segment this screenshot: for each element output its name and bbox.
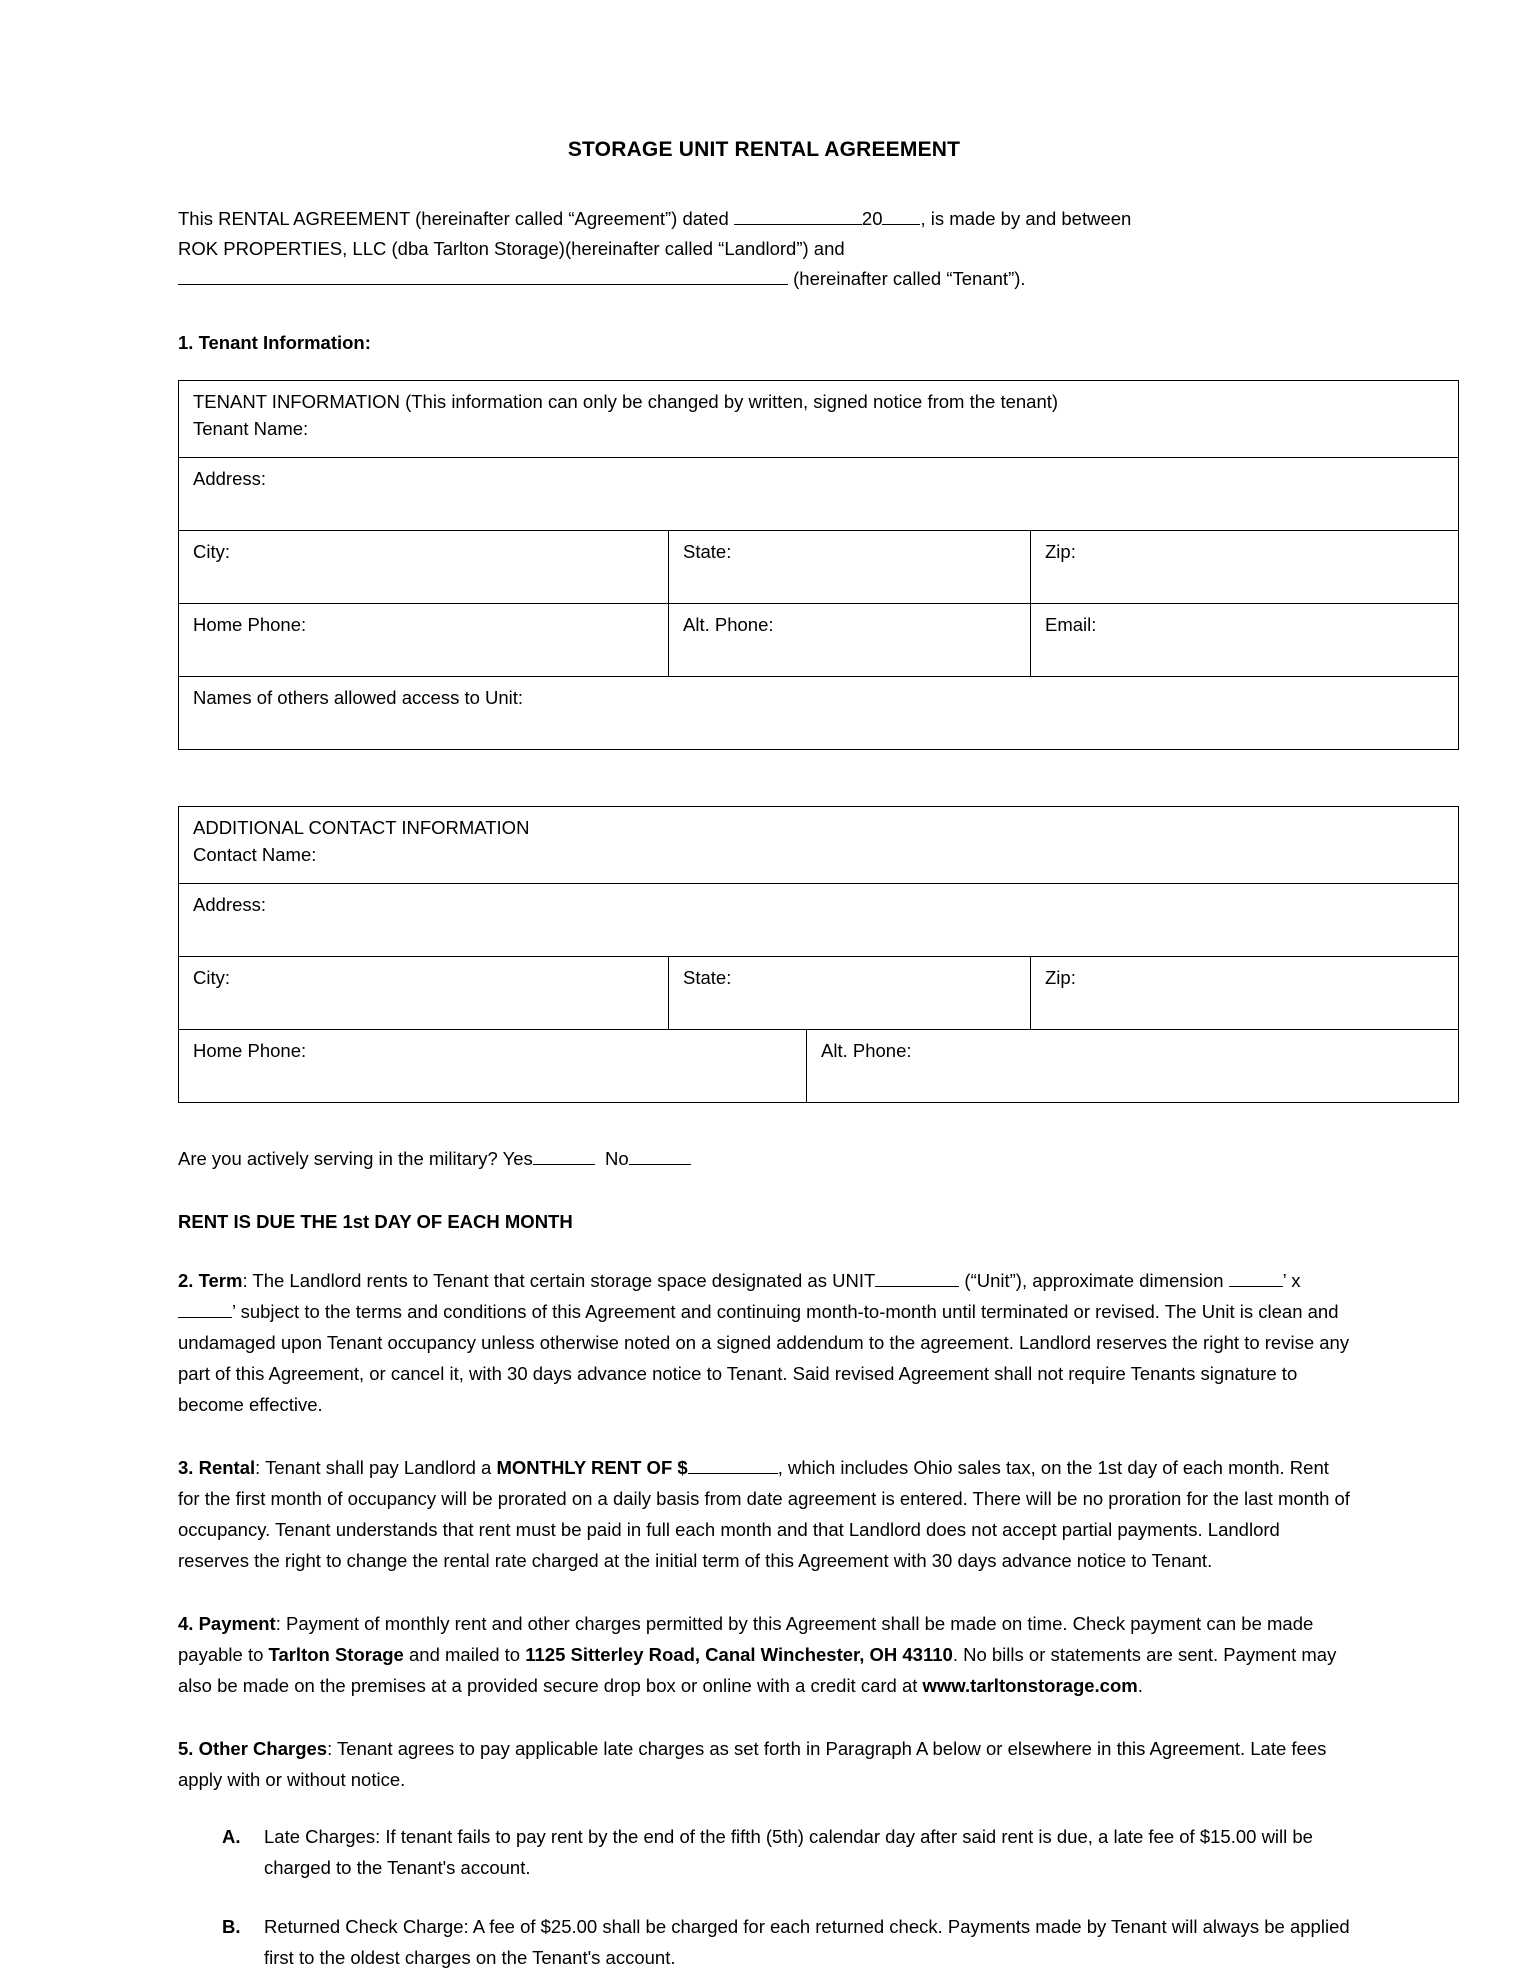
charge-marker-a: A.	[222, 1826, 241, 1847]
table-row	[179, 957, 1459, 1030]
clause-2-number: 2.	[178, 1270, 199, 1291]
intro-line-3	[178, 264, 1350, 294]
intro-line-3-tail: (hereinafter called “Tenant”).	[788, 268, 1026, 289]
list-item	[178, 1821, 1350, 1883]
additional-contact-header-cell[interactable]	[179, 807, 1459, 884]
military-question	[178, 1145, 1350, 1173]
table-row	[179, 677, 1459, 750]
clause-4-text-g: .	[1137, 1675, 1143, 1696]
contact-city-label: City:	[193, 967, 230, 988]
intro-paragraph	[178, 204, 1350, 294]
clause-5-number: 5.	[178, 1738, 199, 1759]
military-question-text: Are you actively serving in the military? Yes	[178, 1148, 533, 1169]
payee-name: Tarlton Storage	[268, 1644, 404, 1665]
charge-marker-b: B.	[222, 1916, 241, 1937]
tenant-address-label: Address:	[193, 468, 267, 489]
clause-4-text-c: and mailed to	[403, 1644, 526, 1665]
intro-line-1-text-c: , is made by and between	[920, 208, 1132, 229]
rent-due-notice: RENT IS DUE THE 1st DAY OF EACH MONTH	[178, 1211, 573, 1232]
unit-number-blank[interactable]	[875, 1286, 959, 1287]
clause-2-text-a: : The Landlord rents to Tenant that certain storage space designated as UNIT	[242, 1270, 876, 1291]
document-content	[178, 138, 1350, 1980]
tenant-information-table-wrap	[178, 380, 1350, 750]
tenant-others-access-cell[interactable]	[179, 677, 1459, 750]
table-row	[179, 1030, 1459, 1103]
table-row	[179, 604, 1459, 677]
list-item	[178, 1911, 1350, 1973]
clause-3-text-c: , which includes Ohio sales tax, on the 1st day of each month. Rent for the first month of occupancy will be prorated on a daily basis from date agreement is entered. There will be no proration for the last month of occupancy. Tenant understands that rent must be paid in full each month and that Landlord does not accept partial payments. Landlord reserves the right to change the rental rate charged at the initial term of this Agreement with 30 days advance notice to Tenant.	[178, 1457, 1350, 1571]
contact-name-label: Contact Name:	[193, 844, 317, 865]
contact-zip-label: Zip:	[1045, 967, 1076, 988]
dimension-length-blank[interactable]	[178, 1317, 232, 1318]
table-row	[179, 884, 1459, 957]
contact-home-phone-label: Home Phone:	[193, 1040, 307, 1061]
intro-line-1	[178, 204, 1350, 234]
tenant-state-cell[interactable]	[669, 531, 1031, 604]
tenant-address-cell[interactable]	[179, 458, 1459, 531]
tenant-home-phone-label: Home Phone:	[193, 614, 307, 635]
dimension-width-blank[interactable]	[1229, 1286, 1283, 1287]
clause-3-text-a: : Tenant shall pay Landlord a	[255, 1457, 497, 1478]
clause-5-text-a: : Tenant agrees to pay applicable late charges as set forth in Paragraph A below or elsewhere in this Agreement. Late fees apply with or without notice.	[178, 1738, 1327, 1790]
tenant-info-header-cell[interactable]	[179, 381, 1459, 458]
intro-line-2: ROK PROPERTIES, LLC (dba Tarlton Storage)(hereinafter called “Landlord”) and	[178, 238, 845, 259]
table-row	[179, 458, 1459, 531]
military-yes-blank[interactable]	[533, 1164, 595, 1165]
clause-5-title: Other Charges	[198, 1738, 328, 1759]
tenant-name-label: Tenant Name:	[193, 418, 309, 439]
clause-payment	[178, 1608, 1350, 1701]
contact-home-phone-cell[interactable]	[179, 1030, 807, 1103]
contact-city-cell[interactable]	[179, 957, 669, 1030]
contact-zip-cell[interactable]	[1031, 957, 1459, 1030]
military-no-blank[interactable]	[629, 1164, 691, 1165]
website-url[interactable]: www.tarltonstorage.com	[922, 1675, 1138, 1696]
tenant-zip-label: Zip:	[1045, 541, 1076, 562]
table-row	[179, 381, 1459, 458]
tenant-state-label: State:	[683, 541, 732, 562]
monthly-rent-blank[interactable]	[688, 1473, 778, 1474]
tenant-city-cell[interactable]	[179, 531, 669, 604]
tenant-zip-cell[interactable]	[1031, 531, 1459, 604]
tenant-information-table	[178, 380, 1459, 750]
contact-alt-phone-cell[interactable]	[807, 1030, 1459, 1103]
section-heading-tenant-information: 1. Tenant Information:	[178, 332, 371, 353]
clause-2-text-d: ’ subject to the terms and conditions of this Agreement and continuing month-to-month until terminated or revised. The Unit is clean and undamaged upon Tenant occupancy unless otherwise noted on a signed addendum to the agreement. Landlord reserves the right to revise any part of this Agreement, or cancel it, with 30 days advance notice to Tenant. Said revised Agreement shall not require Tenants signature to become effective.	[178, 1301, 1350, 1415]
contact-alt-phone-label: Alt. Phone:	[821, 1040, 912, 1061]
tenant-others-access-label: Names of others allowed access to Unit:	[193, 687, 524, 708]
table-row	[179, 531, 1459, 604]
clause-2-text-b: (“Unit”), approximate dimension	[959, 1270, 1229, 1291]
clause-4-text-a: : Payment of monthly rent and other charges permitted by this Agreement shall be made on time. Check payment can be made payable to	[178, 1613, 1314, 1665]
tenant-alt-phone-label: Alt. Phone:	[683, 614, 774, 635]
contact-address-cell[interactable]	[179, 884, 1459, 957]
charge-text-a: Late Charges: If tenant fails to pay rent by the end of the fifth (5th) calendar day after said rent is due, a late fee of $15.00 will be charged to the Tenant's account.	[264, 1826, 1313, 1878]
additional-contact-header-text: ADDITIONAL CONTACT INFORMATION	[193, 817, 530, 838]
tenant-name-blank[interactable]	[178, 284, 788, 285]
tenant-alt-phone-cell[interactable]	[669, 604, 1031, 677]
clause-other-charges	[178, 1733, 1350, 1795]
table-row	[179, 807, 1459, 884]
additional-contact-table-wrap	[178, 806, 1350, 1103]
charge-text-b: Returned Check Charge: A fee of $25.00 shall be charged for each returned check. Payments made by Tenant will always be applied first to the oldest charges on the Tenant's account.	[264, 1916, 1350, 1968]
date-blank-year[interactable]	[882, 224, 920, 225]
clause-3-number: 3.	[178, 1457, 199, 1478]
intro-line-1-text-a: This RENTAL AGREEMENT (hereinafter called “Agreement”) dated	[178, 208, 734, 229]
contact-state-label: State:	[683, 967, 732, 988]
clause-4-number: 4.	[178, 1613, 199, 1634]
additional-contact-table	[178, 806, 1459, 1103]
military-no-label: No	[605, 1148, 629, 1169]
charges-list	[178, 1821, 1350, 1973]
tenant-email-cell[interactable]	[1031, 604, 1459, 677]
contact-address-label: Address:	[193, 894, 267, 915]
clause-2-text-c: ’ x	[1282, 1270, 1301, 1291]
intro-year-prefix: 20	[861, 208, 883, 229]
clause-3-title: Rental	[198, 1457, 256, 1478]
table-spacer	[178, 750, 1350, 806]
date-blank-1[interactable]	[734, 224, 862, 225]
clause-2-title: Term	[198, 1270, 243, 1291]
page-title: STORAGE UNIT RENTAL AGREEMENT	[567, 138, 961, 161]
clause-term	[178, 1265, 1350, 1420]
clause-3-bold-b: MONTHLY RENT OF $	[496, 1457, 688, 1478]
tenant-home-phone-cell[interactable]	[179, 604, 669, 677]
clause-4-title: Payment	[198, 1613, 276, 1634]
tenant-city-label: City:	[193, 541, 230, 562]
clause-rental	[178, 1452, 1350, 1576]
tenant-email-label: Email:	[1045, 614, 1097, 635]
clause-4-text-e: . No bills or statements are sent. Payment may also be made on the premises at a provided secure drop box or online with a credit card at	[178, 1644, 1337, 1696]
contact-state-cell[interactable]	[669, 957, 1031, 1030]
mailing-address: 1125 Sitterley Road, Canal Winchester, OH 43110	[525, 1644, 953, 1665]
tenant-info-header-text: TENANT INFORMATION (This information can only be changed by written, signed notice from the tenant)	[193, 391, 1059, 412]
